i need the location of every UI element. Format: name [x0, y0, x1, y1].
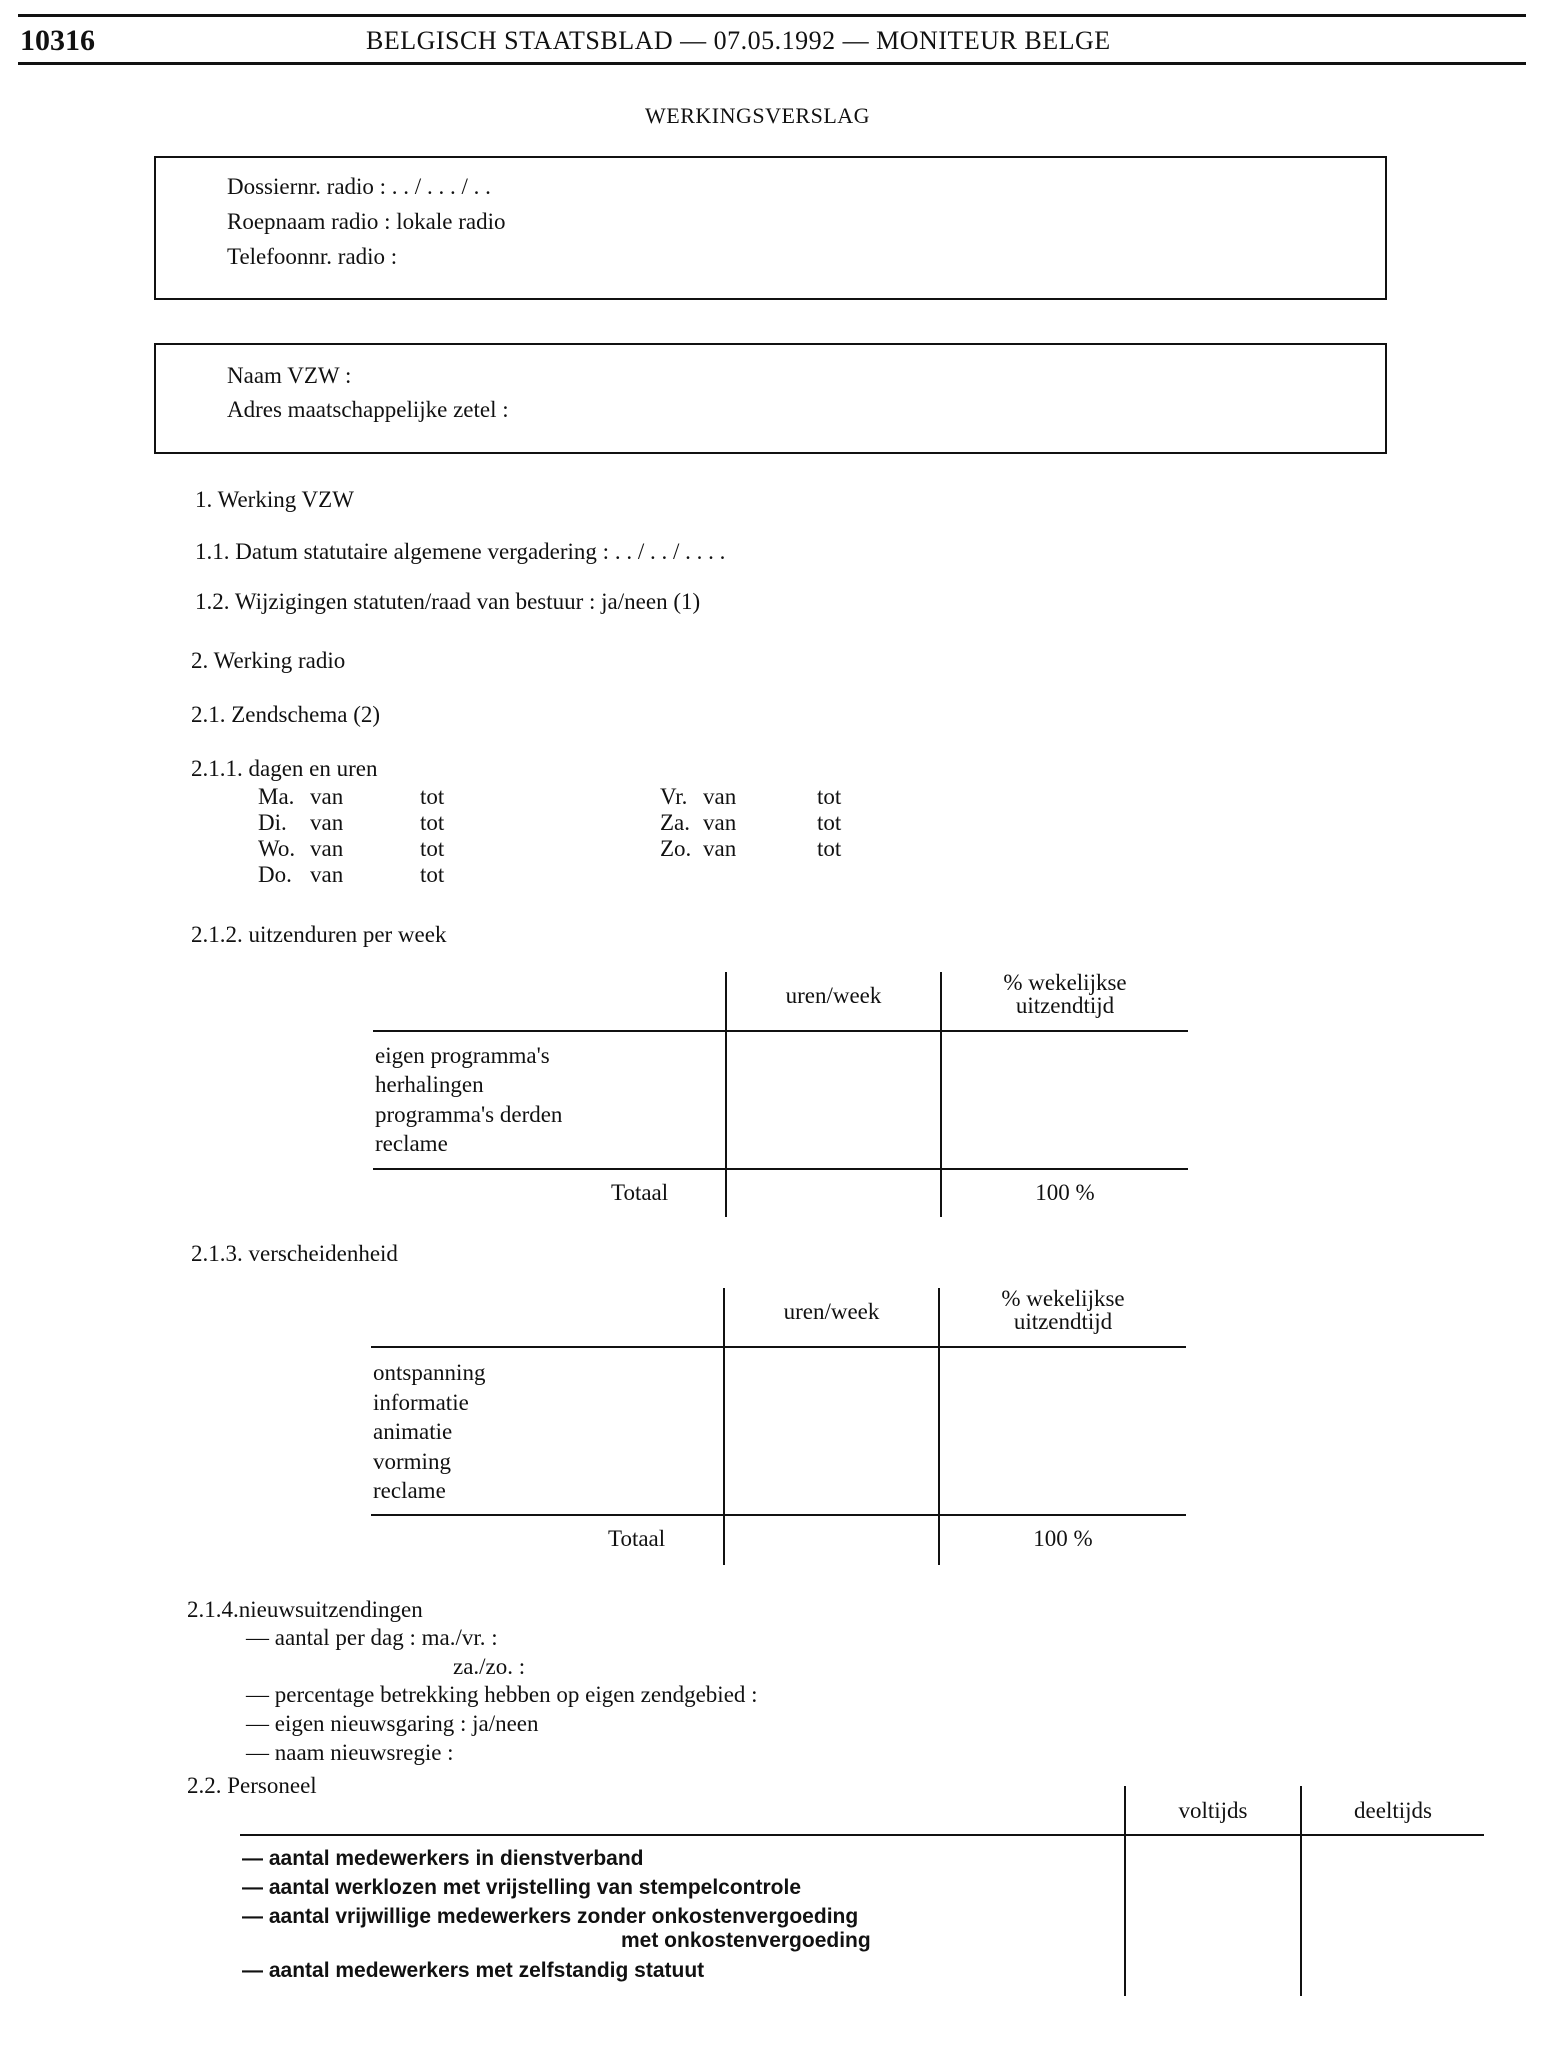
table2-header-rule	[371, 1346, 1186, 1348]
table2-row-label: reclame	[373, 1478, 446, 1503]
news-per-dag: — aantal per dag : ma./vr. :	[246, 1625, 498, 1650]
news-nieuwsgaring: — eigen nieuwsgaring : ja/neen	[246, 1711, 539, 1736]
day-ma: Ma.	[258, 784, 295, 809]
table2-total-rule	[371, 1514, 1186, 1516]
naam-vzw-line: Naam VZW :	[227, 363, 352, 388]
roepnaam-line: Roepnaam radio : lokale radio	[227, 209, 506, 234]
header-rule-top	[18, 14, 1526, 17]
table2-row-label: animatie	[373, 1419, 453, 1444]
table1-row-label: eigen programma's	[375, 1043, 550, 1068]
table2-col-pct-2: uitzendtijd	[1013, 1309, 1113, 1334]
page-number: 10316	[20, 24, 95, 57]
day-wo: Wo.	[258, 836, 296, 861]
dossier-line: Dossiernr. radio : . . / . . . / . .	[227, 174, 491, 199]
section-1-2: 1.2. Wijzigingen statuten/raad van bestuur : ja/neen (1)	[195, 589, 701, 614]
journal-title: BELGISCH STAATSBLAD — 07.05.1992 — MONITEUR BELGE	[366, 26, 1111, 55]
personeel-row: — aantal medewerkers met zelfstandig statuut	[242, 1959, 705, 1982]
van-label: van	[310, 810, 344, 835]
personeel-row: — aantal werklozen met vrijstelling van stempelcontrole	[242, 1876, 802, 1899]
table1-col-pct-2: uitzendtijd	[1015, 993, 1115, 1018]
section-2-1: 2.1. Zendschema (2)	[191, 702, 381, 727]
news-zazo: za./zo. :	[453, 1654, 526, 1679]
tot-label: tot	[817, 784, 842, 809]
table2-total-label: Totaal	[608, 1526, 666, 1551]
table2-col-pct-1: % wekelijkse	[1001, 1286, 1125, 1311]
van-label: van	[703, 810, 737, 835]
van-label: van	[310, 784, 344, 809]
day-di: Di.	[258, 810, 287, 835]
news-nieuwsregie: — naam nieuwsregie :	[246, 1740, 454, 1765]
table1-total-label: Totaal	[611, 1180, 669, 1205]
table1-row-label: herhalingen	[375, 1072, 484, 1097]
day-za: Za.	[660, 810, 691, 835]
personeel-header-rule	[240, 1834, 1484, 1836]
day-do: Do.	[258, 862, 292, 887]
telefoon-line: Telefoonnr. radio :	[227, 244, 398, 269]
table2-divider-1	[723, 1288, 725, 1565]
table2-row-label: informatie	[373, 1390, 469, 1415]
table1-total-rule	[373, 1168, 1188, 1170]
section-2: 2. Werking radio	[191, 648, 346, 673]
news-percentage: — percentage betrekking hebben op eigen zendgebied :	[246, 1682, 758, 1707]
personeel-row: — aantal vrijwillige medewerkers zonder onkostenvergoeding	[242, 1905, 859, 1928]
tot-label: tot	[817, 810, 842, 835]
tot-label: tot	[420, 810, 445, 835]
section-2-1-4: 2.1.4.nieuwsuitzendingen	[187, 1597, 423, 1622]
table1-total-pct: 100 %	[1035, 1180, 1095, 1205]
header-rule-bottom	[18, 62, 1526, 65]
table1-row-label: reclame	[375, 1131, 448, 1156]
table2-total-pct: 100 %	[1033, 1526, 1093, 1551]
tot-label: tot	[817, 836, 842, 861]
table1-col-uren: uren/week	[785, 983, 882, 1008]
personeel-col-voltijds: voltijds	[1178, 1798, 1248, 1823]
table1-header-rule	[373, 1030, 1188, 1032]
table2-col-uren: uren/week	[783, 1299, 880, 1324]
document-title: WERKINGSVERSLAG	[645, 103, 871, 128]
section-2-1-2: 2.1.2. uitzenduren per week	[191, 922, 447, 947]
personeel-row: — aantal medewerkers in dienstverband	[242, 1847, 644, 1870]
van-label: van	[703, 836, 737, 861]
van-label: van	[310, 836, 344, 861]
personeel-col-deeltijds: deeltijds	[1354, 1798, 1432, 1823]
personeel-row-sub: met onkostenvergoeding	[621, 1929, 871, 1952]
van-label: van	[703, 784, 737, 809]
table2-row-label: vorming	[373, 1449, 451, 1474]
section-1: 1. Werking VZW	[195, 487, 354, 512]
table1-row-label: programma's derden	[375, 1102, 563, 1127]
day-vr: Vr.	[660, 784, 688, 809]
van-label: van	[310, 862, 344, 887]
tot-label: tot	[420, 862, 445, 887]
tot-label: tot	[420, 784, 445, 809]
section-1-1: 1.1. Datum statutaire algemene vergadering : . . / . . / . . . .	[195, 539, 726, 564]
day-zo: Zo.	[660, 836, 692, 861]
adres-line: Adres maatschappelijke zetel :	[227, 397, 509, 422]
table2-row-label: ontspanning	[373, 1360, 486, 1385]
section-2-1-3: 2.1.3. verscheidenheid	[191, 1241, 398, 1266]
section-2-1-1: 2.1.1. dagen en uren	[191, 756, 378, 781]
section-2-2: 2.2. Personeel	[187, 1773, 317, 1798]
tot-label: tot	[420, 836, 445, 861]
table1-col-pct-1: % wekelijkse	[1003, 970, 1127, 995]
